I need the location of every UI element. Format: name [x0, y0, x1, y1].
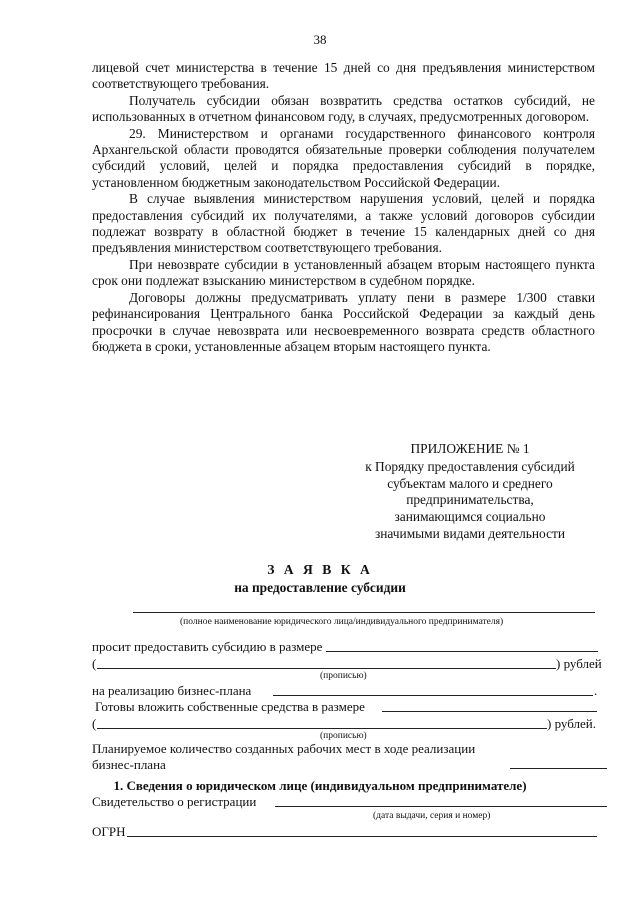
- form-title: З А Я В К А: [267, 562, 373, 577]
- business-plan-line: [273, 695, 593, 696]
- registration-line: [275, 806, 607, 807]
- jobs-label: Планируемое количество созданных рабочих мест в ходе реализации: [92, 741, 476, 756]
- appendix-line: предпринимательства,: [406, 492, 534, 508]
- subsidy-amount-words-line: [97, 668, 556, 669]
- jobs-count-line: [510, 768, 607, 769]
- own-funds-line: [382, 711, 597, 712]
- subsidy-request-label: просит предоставить субсидию в размере: [92, 639, 323, 654]
- open-paren: (: [92, 716, 97, 731]
- ogrn-line: [127, 836, 597, 837]
- appendix-block: [320, 441, 620, 543]
- paragraph-1: лицевой счет министерства в течение 15 дней со дня предъявления министерством соответствующего требования.: [92, 60, 595, 92]
- rubles-label: ) рублей: [556, 656, 602, 671]
- appendix-line: субъектам малого и среднего: [387, 475, 553, 491]
- appendix-title: ПРИЛОЖЕНИЕ № 1: [410, 441, 530, 456]
- page-number: 38: [313, 32, 327, 47]
- registration-label: Свидетельство о регистрации: [92, 794, 257, 809]
- appendix-line: значимыми видами деятельности: [374, 525, 566, 541]
- open-paren: (: [92, 656, 97, 671]
- section-1-title: 1. Сведения о юридическом лице (индивидуальном предпринимателе): [113, 778, 527, 793]
- paragraph-6: Договоры должны предусматривать уплату пени в размере 1/300 ставки рефинансирования Центрального банка Российской Федерации за каждый день просрочки в случае невозврата или несвоевременного возврата средств областного бюджета в сроки, установленные абзацем вторым настоящего пункта.: [92, 289, 595, 354]
- period-mark: .: [594, 683, 598, 698]
- registration-caption: (дата выдачи, серия и номер): [373, 811, 491, 821]
- appendix-line: к Порядку предоставления субсидий: [365, 458, 575, 474]
- own-funds-words-line: [97, 728, 547, 729]
- business-plan-label: на реализацию бизнес-плана: [92, 683, 252, 698]
- words-caption: (прописью): [320, 731, 367, 741]
- paragraph-5: При невозврате субсидии в установленный абзацем вторым настоящего пункта срок они подлежат взысканию министерством в судебном порядке.: [92, 256, 595, 289]
- rubles-label: ) рублей.: [547, 716, 596, 731]
- applicant-name-line: [133, 612, 595, 613]
- subsidy-amount-line: [326, 651, 598, 652]
- own-funds-label: Готовы вложить собственные средства в размере: [95, 699, 365, 714]
- words-caption: (прописью): [320, 671, 367, 681]
- ogrn-label: ОГРН: [92, 824, 126, 839]
- paragraph-2: Получатель субсидии обязан возвратить средства остатков субсидий, не использованных в отчетном финансовом году, в случаях, предусмотренных договором.: [92, 92, 595, 125]
- jobs-label: бизнес-плана: [92, 757, 166, 772]
- body-text: [92, 60, 595, 355]
- appendix-line: занимающимся социально: [394, 509, 546, 525]
- form-subtitle: на предоставление субсидии: [234, 580, 406, 595]
- paragraph-3: 29. Министерством и органами государственного финансового контроля Архангельской области проводятся обязательные проверки соблюдения получателем субсидий условий, целей и порядка предоставления субсидий в порядке, установленном бюджетным законодательством Российской Федерации.: [92, 125, 595, 190]
- applicant-name-caption: (полное наименование юридического лица/индивидуального предпринимателя): [180, 617, 504, 627]
- paragraph-4: В случае выявления министерством нарушения условий, целей и порядка предоставления субсидий их получателями, а также условий договоров субсидии подлежат возврату в областной бюджет в течение 15 календарных дней со дня предъявления министерством соответствующего требования.: [92, 191, 595, 256]
